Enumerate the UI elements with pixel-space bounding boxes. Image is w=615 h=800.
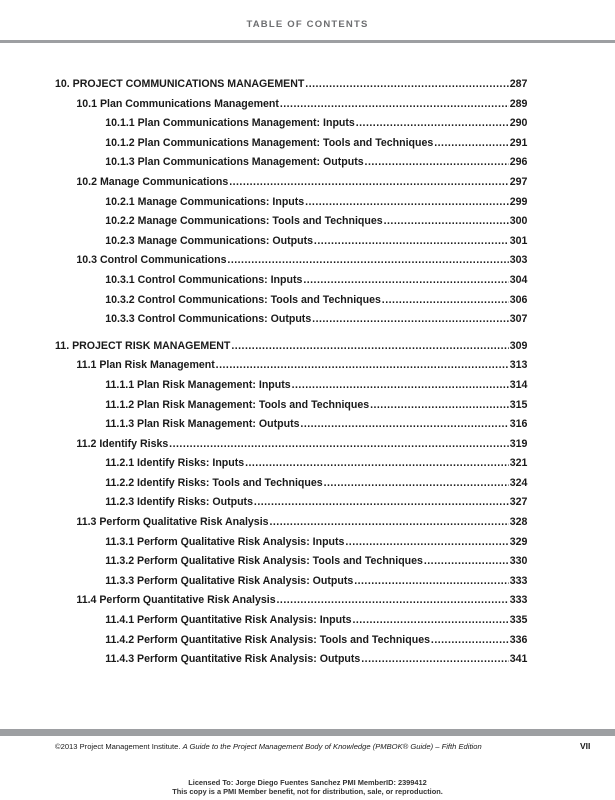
- dot-leader: [424, 555, 509, 567]
- dot-leader: [269, 516, 508, 528]
- toc-entry-page: 314: [509, 378, 528, 391]
- toc-entry-title: 10.3.2 Control Communications: Tools and Techniques: [105, 293, 381, 306]
- toc-entry-page: 297: [509, 175, 528, 188]
- page-header-title: TABLE OF CONTENTS: [246, 19, 369, 30]
- dot-leader: [345, 536, 508, 548]
- header-divider: [0, 40, 615, 43]
- toc-entry-title: 11.4.3 Perform Quantitative Risk Analysis: Outputs: [105, 653, 361, 666]
- toc-entry-page: 324: [509, 476, 528, 489]
- toc-entry[interactable]: [55, 156, 527, 176]
- toc-entry-title: 11.3.2 Perform Qualitative Risk Analysis: Tools and Techniques: [105, 555, 423, 568]
- toc-entry-page: 289: [509, 97, 528, 110]
- dot-leader: [280, 98, 509, 110]
- dot-leader: [312, 313, 509, 325]
- toc-entry-page: 316: [509, 418, 528, 431]
- toc-entry-page: 328: [509, 516, 528, 529]
- toc-entry-title: 10.2.1 Manage Communications: Inputs: [105, 195, 305, 208]
- toc-entry-page: 330: [509, 555, 528, 568]
- toc-entry[interactable]: [55, 254, 527, 274]
- table-of-contents: [55, 78, 528, 673]
- toc-entry[interactable]: [55, 117, 527, 137]
- toc-entry-page: 335: [509, 614, 528, 627]
- toc-entry-title: 11.1.1 Plan Risk Management: Inputs: [105, 378, 291, 391]
- toc-entry-page: 315: [509, 398, 528, 411]
- footer-copyright: [55, 742, 565, 751]
- toc-entry-title: 11.4.1 Perform Quantitative Risk Analysis: Inputs: [105, 614, 352, 627]
- toc-entry-page: 300: [509, 215, 528, 228]
- toc-entry-title: 10.3.3 Control Communications: Outputs: [105, 313, 312, 326]
- page-number: VII: [580, 741, 591, 751]
- dot-leader: [227, 254, 508, 266]
- dot-leader: [303, 274, 509, 286]
- dot-leader: [300, 418, 508, 430]
- toc-entry-title: 11.2.1 Identify Risks: Inputs: [105, 457, 245, 470]
- toc-entry-title: 11.4 Perform Quantitative Risk Analysis: [76, 594, 276, 607]
- toc-entry[interactable]: [55, 653, 527, 673]
- toc-entry-page: 291: [509, 136, 528, 149]
- footer-divider: [0, 729, 615, 736]
- toc-entry[interactable]: [55, 594, 527, 614]
- toc-entry-page: 299: [509, 195, 528, 208]
- toc-entry-page: 336: [509, 633, 528, 646]
- toc-entry-page: 333: [509, 574, 528, 587]
- license-holder: Licensed To: Jorge Diego Fuentes Sanchez PMI MemberID: 2399412: [188, 778, 427, 787]
- toc-entry-page: 307: [509, 313, 528, 326]
- dot-leader: [169, 438, 509, 450]
- toc-entry-page: 296: [509, 156, 528, 169]
- toc-entry-title: 10.3.1 Control Communications: Inputs: [105, 273, 303, 286]
- license-notice: [0, 779, 615, 796]
- toc-entry[interactable]: [55, 418, 527, 438]
- toc-entry-title: 10.2.2 Manage Communications: Tools and Techniques: [105, 215, 383, 228]
- dot-leader: [314, 235, 509, 247]
- dot-leader: [254, 496, 509, 508]
- dot-leader: [352, 614, 508, 626]
- dot-leader: [356, 117, 509, 129]
- toc-entry[interactable]: [55, 536, 527, 556]
- publication-title: A Guide to the Project Management Body of Knowledge (PMBOK® Guide) – Fifth Edition: [182, 742, 482, 751]
- toc-entry[interactable]: [55, 313, 527, 333]
- toc-entry[interactable]: [55, 457, 527, 477]
- toc-entry[interactable]: [55, 215, 527, 235]
- dot-leader: [245, 457, 509, 469]
- toc-entry[interactable]: [55, 634, 527, 654]
- toc-entry-title: 10.1.1 Plan Communications Management: Inputs: [105, 117, 355, 130]
- toc-entry-page: 329: [509, 535, 528, 548]
- toc-entry[interactable]: [55, 78, 527, 98]
- toc-entry[interactable]: [55, 137, 527, 157]
- toc-entry[interactable]: [55, 477, 527, 497]
- toc-entry[interactable]: [55, 359, 527, 379]
- dot-leader: [229, 176, 509, 188]
- dot-leader: [324, 477, 509, 489]
- toc-entry-title: 11.2 Identify Risks: [76, 437, 169, 450]
- toc-entry[interactable]: [55, 614, 527, 634]
- toc-entry-title: 10.3 Control Communications: [76, 254, 227, 267]
- toc-entry-title: 11.3.3 Perform Qualitative Risk Analysis: Outputs: [105, 574, 354, 587]
- toc-entry[interactable]: [55, 98, 527, 118]
- toc-entry-page: 304: [509, 273, 528, 286]
- toc-entry-title: 11.3.1 Perform Qualitative Risk Analysis: Inputs: [105, 535, 345, 548]
- toc-entry[interactable]: [55, 294, 527, 314]
- toc-entry[interactable]: [55, 196, 527, 216]
- dot-leader: [370, 399, 509, 411]
- dot-leader: [382, 294, 509, 306]
- license-restriction: This copy is a PMI Member benefit, not for distribution, sale, or reproduction.: [172, 786, 443, 796]
- toc-entry-page: 319: [509, 437, 528, 450]
- toc-entry[interactable]: [55, 235, 527, 255]
- toc-entry-page: 290: [509, 117, 528, 130]
- toc-entry-title: 11.2.2 Identify Risks: Tools and Techniques: [105, 476, 323, 489]
- toc-entry[interactable]: [55, 340, 527, 360]
- toc-entry-page: 287: [509, 78, 528, 90]
- dot-leader: [434, 137, 509, 149]
- dot-leader: [365, 156, 509, 168]
- dot-leader: [216, 359, 509, 371]
- toc-entry-title: 11. PROJECT RISK MANAGEMENT: [55, 339, 231, 352]
- dot-leader: [292, 379, 509, 391]
- dot-leader: [231, 340, 508, 352]
- toc-entry-page: 309: [509, 339, 528, 352]
- toc-entry-page: 327: [509, 496, 528, 509]
- toc-entry[interactable]: [55, 575, 527, 595]
- toc-entry-title: 11.1.2 Plan Risk Management: Tools and Techniques: [105, 398, 370, 411]
- toc-entry-title: 11.4.2 Perform Quantitative Risk Analysis: Tools and Techniques: [105, 633, 430, 646]
- toc-entry-title: 10.1.2 Plan Communications Management: Tools and Techniques: [105, 136, 434, 149]
- copyright-notice: ©2013 Project Management Institute.: [55, 742, 183, 751]
- toc-entry-title: 10.2 Manage Communications: [76, 175, 229, 188]
- toc-entry-title: 11.2.3 Identify Risks: Outputs: [105, 496, 253, 509]
- toc-entry[interactable]: [55, 399, 527, 419]
- dot-leader: [305, 196, 509, 208]
- dot-leader: [384, 215, 509, 227]
- dot-leader: [361, 653, 509, 665]
- toc-entry-page: 313: [509, 359, 528, 372]
- toc-entry[interactable]: [55, 516, 527, 536]
- toc-entry-page: 306: [509, 293, 528, 306]
- dot-leader: [354, 575, 509, 587]
- toc-entry-title: 10.2.3 Manage Communications: Outputs: [105, 234, 314, 247]
- toc-entry-page: 341: [509, 653, 528, 666]
- toc-entry-page: 333: [509, 594, 528, 607]
- toc-entry-title: 11.3 Perform Qualitative Risk Analysis: [76, 516, 269, 529]
- toc-entry[interactable]: [55, 274, 527, 294]
- toc-entry-title: 10.1 Plan Communications Management: [76, 97, 279, 110]
- toc-entry-title: 10.1.3 Plan Communications Management: Outputs: [105, 156, 364, 169]
- toc-entry[interactable]: [55, 176, 527, 196]
- toc-entry-title: 10. PROJECT COMMUNICATIONS MANAGEMENT: [55, 78, 305, 90]
- toc-entry[interactable]: [55, 438, 527, 458]
- toc-entry-title: 11.1 Plan Risk Management: [76, 359, 215, 372]
- toc-entry[interactable]: [55, 496, 527, 516]
- dot-leader: [305, 78, 509, 90]
- dot-leader: [431, 634, 509, 646]
- toc-entry-title: 11.1.3 Plan Risk Management: Outputs: [105, 418, 300, 431]
- toc-entry[interactable]: [55, 555, 527, 575]
- toc-entry-page: 321: [509, 457, 528, 470]
- toc-entry-page: 303: [509, 254, 528, 267]
- toc-entry[interactable]: [55, 379, 527, 399]
- toc-entry-page: 301: [509, 234, 528, 247]
- dot-leader: [277, 594, 509, 606]
